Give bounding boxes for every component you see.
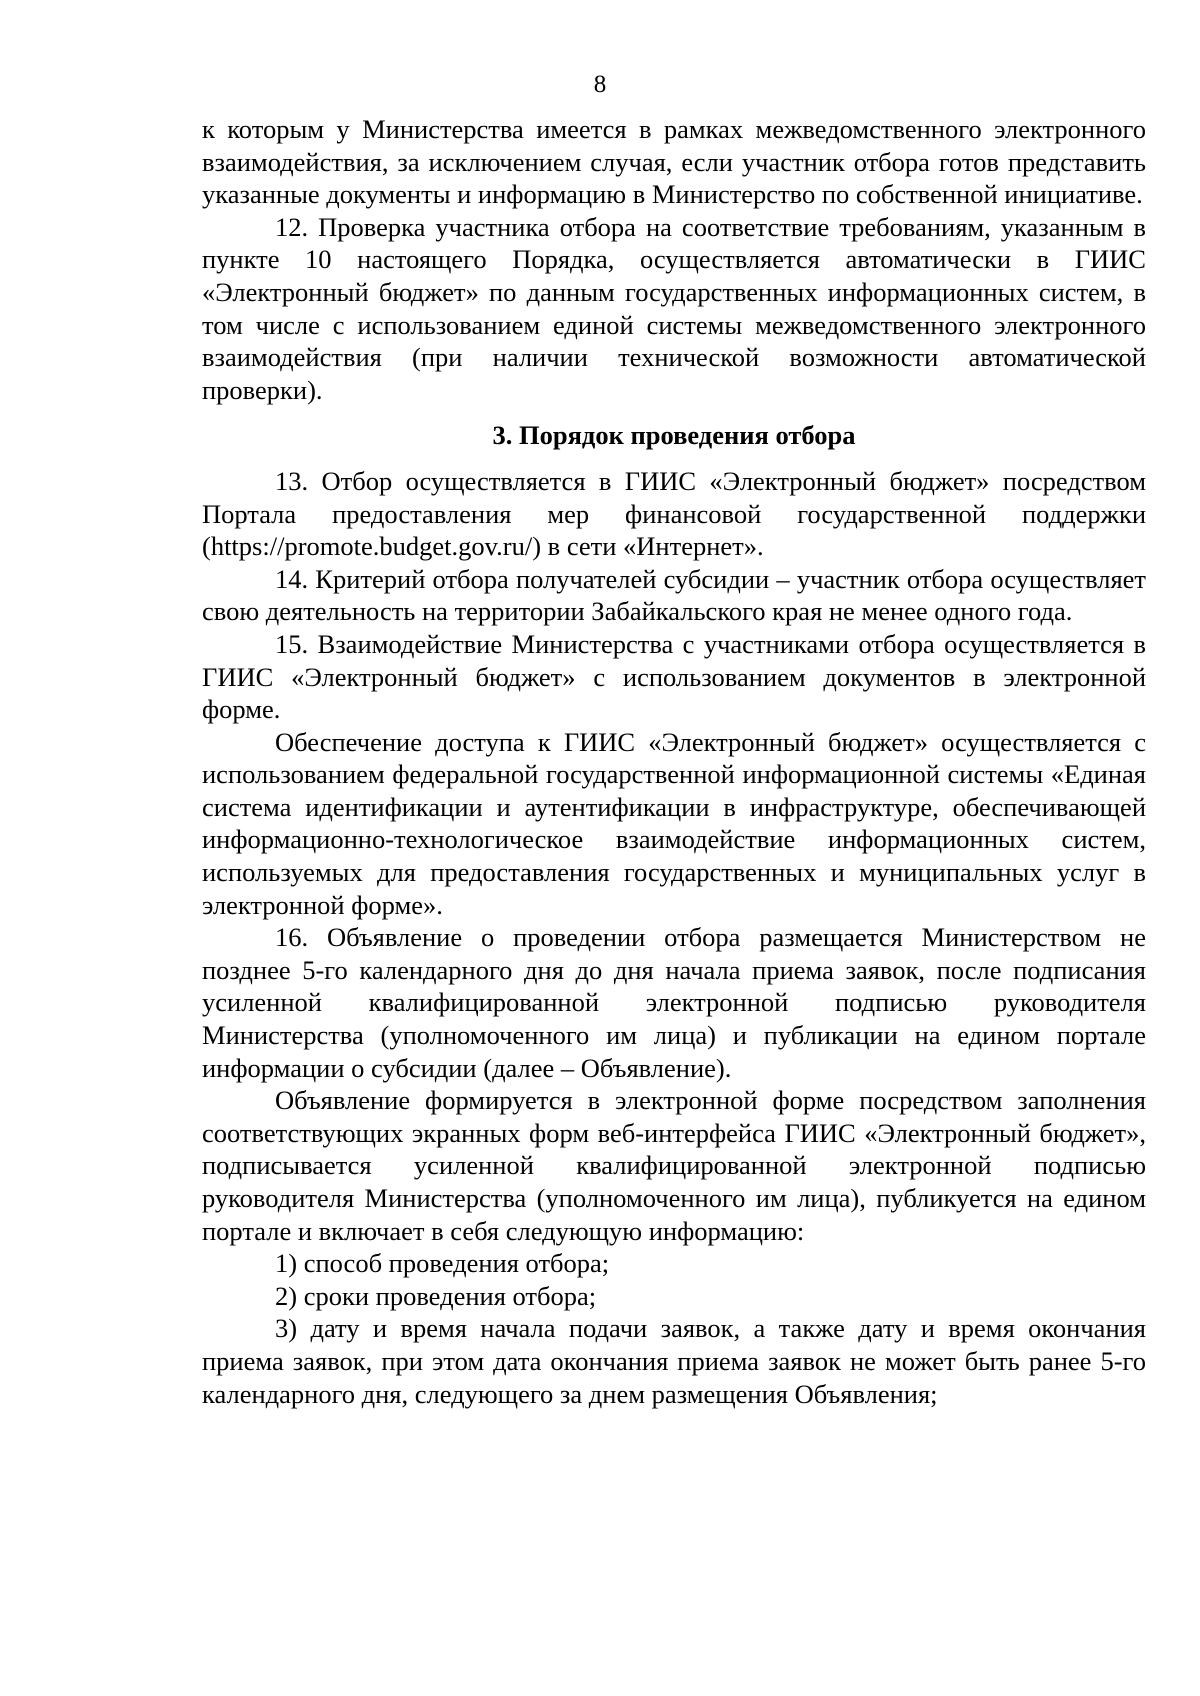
paragraph-clause-14: 14. Критерий отбора получателей субсидии – участник отбора осуществляет свою деятельность на территории Забайкальского края не менее одного года. <box>202 563 1146 627</box>
page-number: 8 <box>593 71 607 98</box>
paragraph-clause-15: 15. Взаимодействие Министерства с участниками отбора осуществляется в ГИИС «Электронный бюджет» с использованием документов в электронной форме. <box>202 628 1146 725</box>
list-item-2: 2) сроки проведения отбора; <box>275 1280 597 1311</box>
section-heading: 3. Порядок проведения отбора <box>492 420 856 451</box>
paragraph-clause-13: 13. Отбор осуществляется в ГИИС «Электронный бюджет» посредством Портала предоставления мер финансовой государственной поддержки (https://promote.budget.gov.ru/) в сети «Интернет». <box>202 465 1146 562</box>
paragraph-clause-16: 16. Объявление о проведении отбора размещается Министерством не позднее 5-го календарного дня до дня начала приема заявок, после подписания усиленной квалифицированной электронной подписью руководителя Министерства (уполномоченного им лица) и публикации на едином портале информации о субсидии (далее – Объявление). <box>202 922 1146 1083</box>
paragraph-continuation: к которым у Министерства имеется в рамках межведомственного электронного взаимодействия, за исключением случая, если участник отбора готов представить указанные документы и информацию в Министерство по собственной инициативе. <box>202 114 1146 210</box>
paragraph-announcement: Объявление формируется в электронной форме посредством заполнения соответствующих экранных форм веб-интерфейса ГИИС «Электронный бюджет», подписывается усиленной квалифицированной электронной подписью руководителя Министерства (уполномоченного им лица), публикуется на едином портале и включает в себя следующую информацию: <box>202 1085 1146 1246</box>
paragraph-access: Обеспечение доступа к ГИИС «Электронный бюджет» осуществляется с использованием федеральной государственной информационной системы «Единая система идентификации и аутентификации в инфраструктуре, обеспечивающей информационно-технологическое взаимодействие информационных систем, используемых для предоставления государственных и муниципальных услуг в электронной форме». <box>202 726 1146 920</box>
paragraph-clause-12: 12. Проверка участника отбора на соответствие требованиям, указанным в пункте 10 настоящего Порядка, осуществляется автоматически в ГИИС «Электронный бюджет» по данным государственных информационных систем, в том числе с использованием единой системы межведомственного электронного взаимодействия (при наличии технической возможности автоматической проверки). <box>202 211 1146 405</box>
list-item-1: 1) способ проведения отбора; <box>275 1248 610 1279</box>
document-body <box>202 113 1146 1410</box>
list-item-3: 3) дату и время начала подачи заявок, а также дату и время окончания приема заявок, при этом дата окончания приема заявок не может быть ранее 5-го календарного дня, следующего за днем размещения Объявления; <box>202 1313 1146 1409</box>
